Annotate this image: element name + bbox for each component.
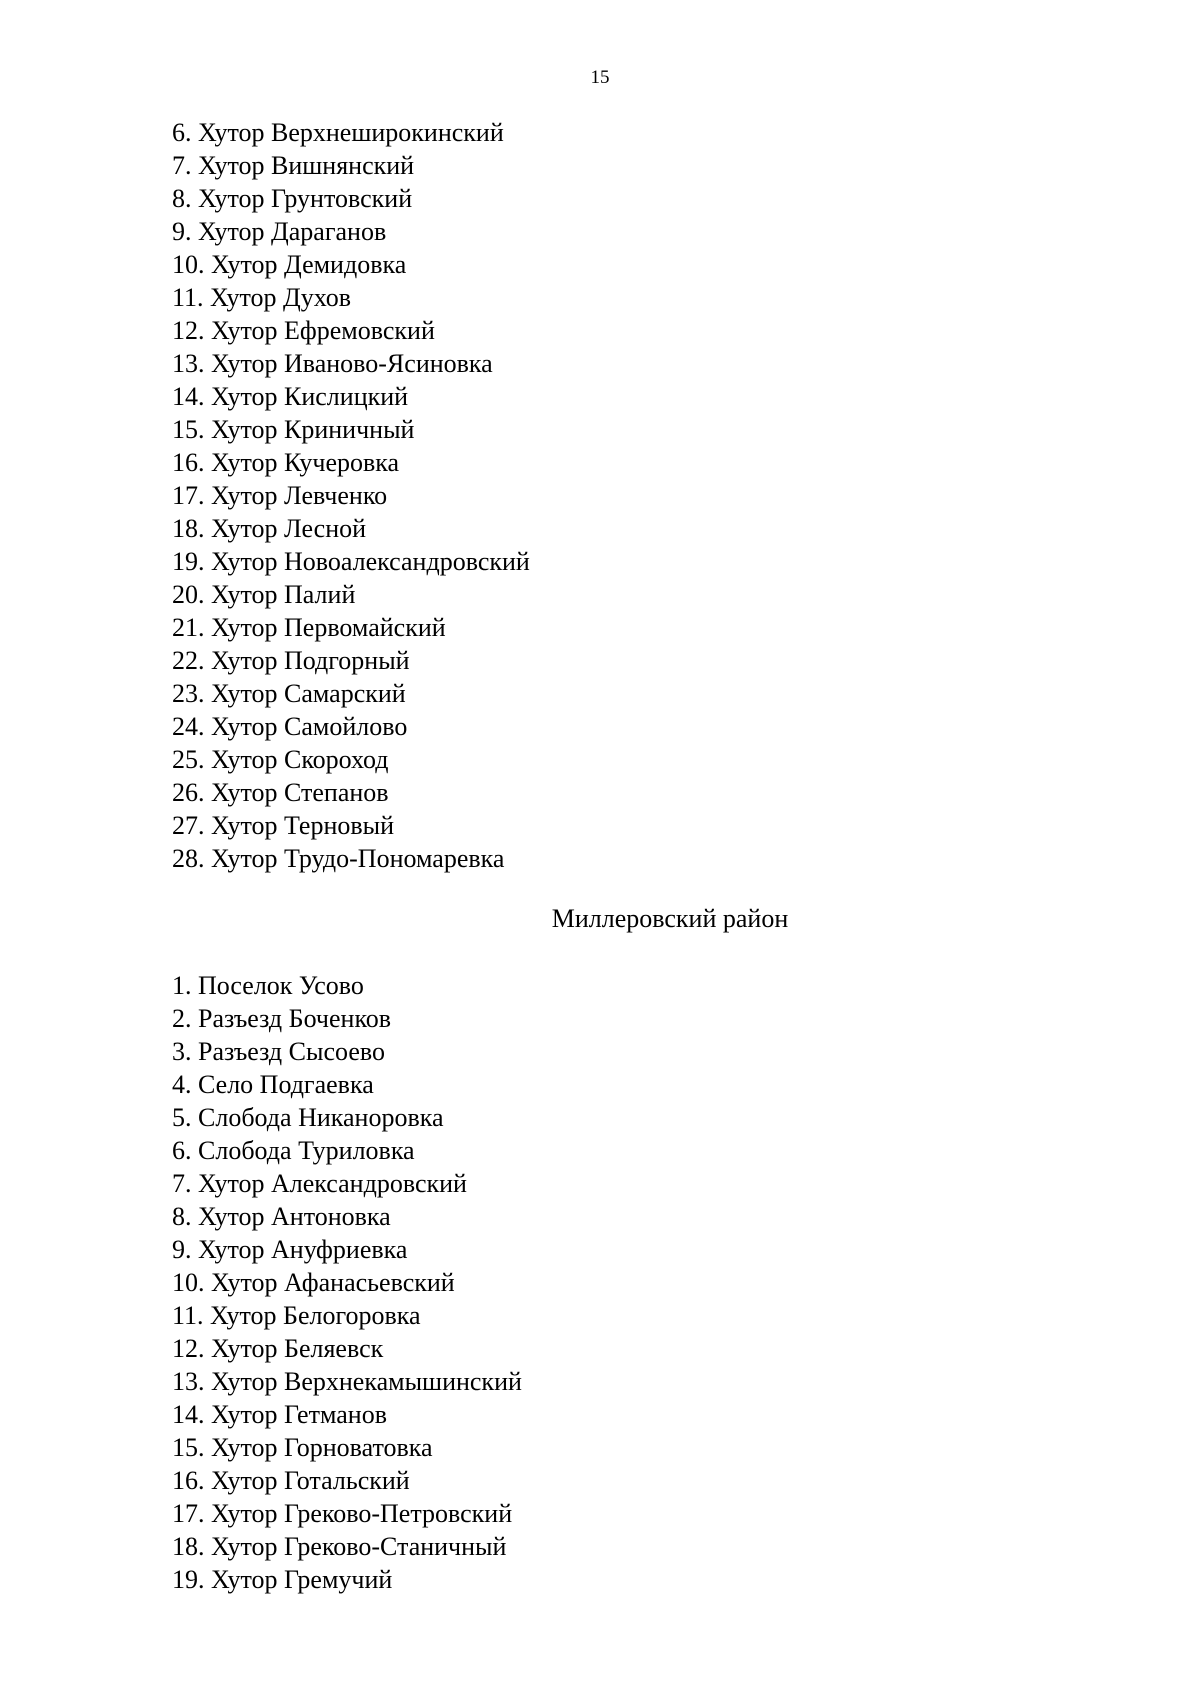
list-item: 25. Хутор Скороход xyxy=(172,745,389,774)
list-item: 10. Хутор Демидовка xyxy=(172,250,407,279)
list-item: 14. Хутор Кислицкий xyxy=(172,382,409,411)
list-item: 10. Хутор Афанасьевский xyxy=(172,1268,455,1297)
list-item: 24. Хутор Самойлово xyxy=(172,712,408,741)
list-item: 12. Хутор Беляевск xyxy=(172,1334,384,1363)
list-item: 12. Хутор Ефремовский xyxy=(172,316,435,345)
list-item: 21. Хутор Первомайский xyxy=(172,613,446,642)
list-item: 8. Хутор Грунтовский xyxy=(172,184,413,213)
list-item: 19. Хутор Новоалександровский xyxy=(172,547,530,576)
list-item: 20. Хутор Палий xyxy=(172,580,356,609)
list-item: 16. Хутор Кучеровка xyxy=(172,448,400,477)
list-item: 27. Хутор Терновый xyxy=(172,811,395,840)
settlement-list-continued xyxy=(172,116,530,875)
list-item: 9. Хутор Ануфриевка xyxy=(172,1235,408,1264)
list-item: 15. Хутор Горноватовка xyxy=(172,1433,433,1462)
list-item: 2. Разъезд Боченков xyxy=(172,1004,392,1033)
list-item: 6. Хутор Верхнеширокинский xyxy=(172,118,504,147)
list-item: 11. Хутор Духов xyxy=(172,283,352,312)
settlement-list-millerovsky xyxy=(172,969,522,1596)
list-item: 17. Хутор Левченко xyxy=(172,481,388,510)
list-item: 9. Хутор Дараганов xyxy=(172,217,387,246)
list-item: 5. Слобода Никаноровка xyxy=(172,1103,444,1132)
list-item: 13. Хутор Верхнекамышинский xyxy=(172,1367,522,1396)
list-item: 7. Хутор Вишнянский xyxy=(172,151,415,180)
list-item: 8. Хутор Антоновка xyxy=(172,1202,391,1231)
section-heading: Миллеровский район xyxy=(551,904,789,933)
list-item: 15. Хутор Криничный xyxy=(172,415,415,444)
list-item: 14. Хутор Гетманов xyxy=(172,1400,387,1429)
list-item: 23. Хутор Самарский xyxy=(172,679,406,708)
list-item: 3. Разъезд Сысоево xyxy=(172,1037,385,1066)
list-item: 19. Хутор Гремучий xyxy=(172,1565,393,1594)
page-number: 15 xyxy=(590,67,610,88)
list-item: 17. Хутор Греково-Петровский xyxy=(172,1499,513,1528)
list-item: 7. Хутор Александровский xyxy=(172,1169,467,1198)
list-item: 18. Хутор Лесной xyxy=(172,514,367,543)
list-item: 22. Хутор Подгорный xyxy=(172,646,410,675)
list-item: 26. Хутор Степанов xyxy=(172,778,389,807)
list-item: 4. Село Подгаевка xyxy=(172,1070,374,1099)
list-item: 28. Хутор Трудо-Пономаревка xyxy=(172,844,505,873)
list-item: 11. Хутор Белогоровка xyxy=(172,1301,421,1330)
list-item: 18. Хутор Греково-Станичный xyxy=(172,1532,507,1561)
list-item: 1. Поселок Усово xyxy=(172,971,364,1000)
list-item: 13. Хутор Иваново-Ясиновка xyxy=(172,349,493,378)
list-item: 16. Хутор Готальский xyxy=(172,1466,410,1495)
list-item: 6. Слобода Туриловка xyxy=(172,1136,415,1165)
